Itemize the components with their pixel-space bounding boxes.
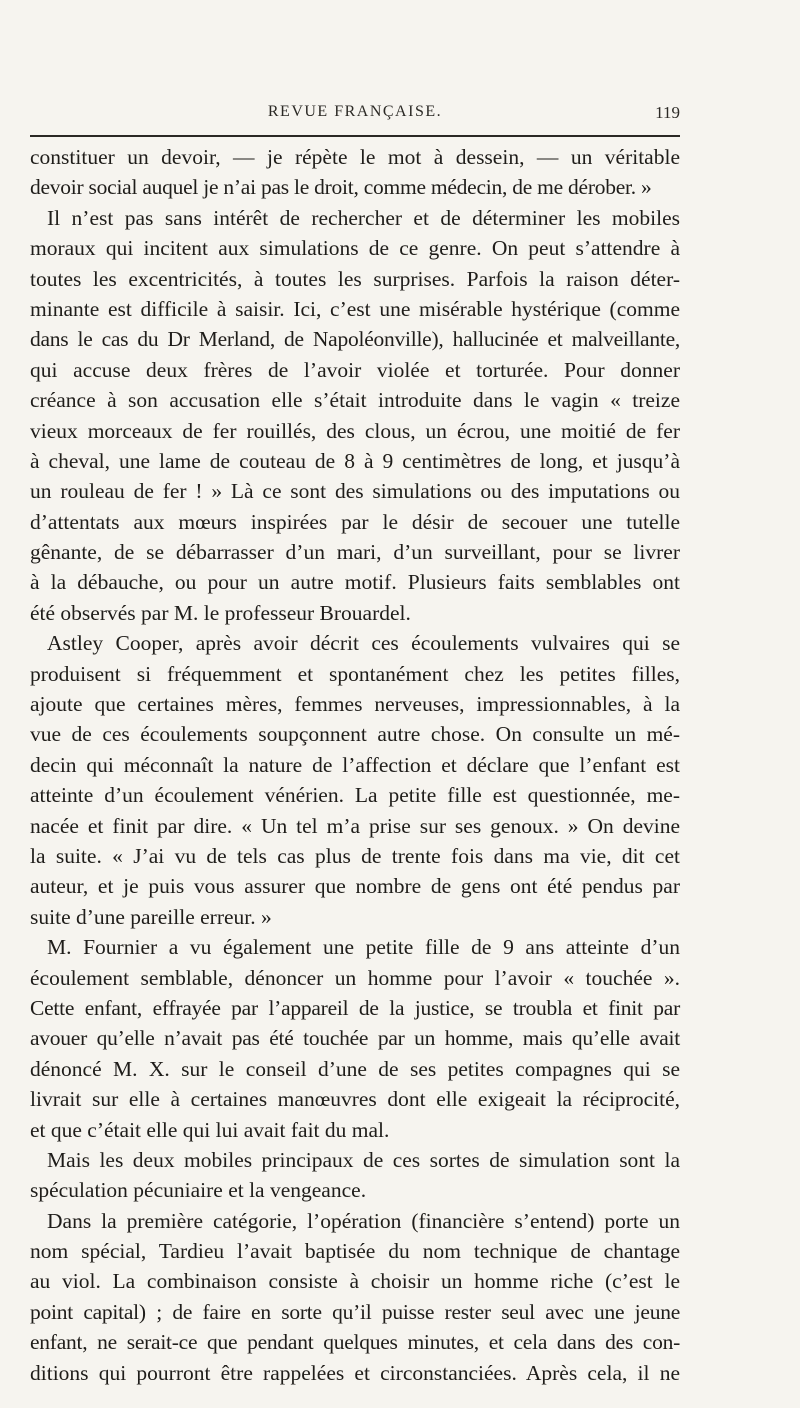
- text-line: ajoute que certaines mères, femmes nerveuses, impressionnables, à la: [30, 692, 680, 717]
- text-line: vieux morceaux de fer rouillés, des clous, un écrou, une moitié de fer: [30, 418, 680, 443]
- text-line: Cette enfant, effrayée par l’appareil de la justice, se troubla et finit par: [30, 995, 680, 1020]
- text-line: livrait sur elle à certaines manœuvres dont elle exigeait la réciprocité,: [30, 1087, 680, 1112]
- text-line: dans le cas du Dr Merland, de Napoléonville), hallucinée et malveillante,: [30, 327, 680, 352]
- text-line: un rouleau de fer ! » Là ce sont des simulations ou des imputations ou: [30, 479, 680, 504]
- text-line: minante est difficile à saisir. Ici, c’est une misérable hystérique (comme: [30, 296, 680, 321]
- text-line: constituer un devoir, — je répète le mot à dessein, — un véritable: [30, 145, 680, 169]
- text-line: d’attentats aux mœurs inspirées par le désir de secouer une tutelle: [30, 509, 680, 534]
- text-line: nacée et finit par dire. « Un tel m’a prise sur ses genoux. » On devine: [30, 813, 680, 838]
- running-head: [30, 103, 680, 127]
- text-line: Astley Cooper, après avoir décrit ces écoulements vulvaires qui se: [47, 631, 680, 656]
- text-line: écoulement semblable, dénoncer un homme pour l’avoir « touchée ».: [30, 965, 680, 990]
- text-line: produisent si fréquemment et spontanément chez les petites filles,: [30, 661, 680, 686]
- text-line: auteur, et je puis vous assurer que nombre de gens ont été pendus par: [30, 874, 680, 899]
- text-line: dénoncé M. X. sur le conseil d’une de ses petites compagnes qui se: [30, 1056, 680, 1081]
- text-line: Il n’est pas sans intérêt de rechercher et de déterminer les mobiles: [47, 205, 680, 230]
- text-line: vue de ces écoulements soupçonnent autre chose. On consulte un mé-: [30, 722, 680, 747]
- text-line: M. Fournier a vu également une petite fille de 9 ans atteinte d’un: [47, 935, 680, 960]
- text-line: créance à son accusation elle s’était introduite dans le vagin « treize: [30, 388, 680, 413]
- running-title: REVUE FRANÇAISE.: [267, 103, 443, 120]
- text-line: gênante, de se débarrasser d’un mari, d’un surveillant, pour se livrer: [30, 540, 680, 565]
- text-line: Mais les deux mobiles principaux de ces sortes de simulation sont la: [47, 1147, 680, 1172]
- text-line: été observés par M. le professeur Brouardel.: [30, 600, 411, 625]
- text-line: et que c’était elle qui lui avait fait du mal.: [30, 1117, 390, 1142]
- text-line: au viol. La combinaison consiste à choisir un homme riche (c’est le: [30, 1269, 680, 1294]
- body-text: [30, 142, 680, 1388]
- text-line: ditions qui pourront être rappelées et circonstanciées. Après cela, il ne: [30, 1360, 680, 1385]
- text-line: moraux qui incitent aux simulations de ce genre. On peut s’attendre à: [30, 236, 680, 261]
- text-line: suite d’une pareille erreur. »: [30, 904, 272, 929]
- text-line: qui accuse deux frères de l’avoir violée et torturée. Pour donner: [30, 357, 680, 382]
- page-number: 119: [655, 103, 680, 122]
- text-line: decin qui méconnaît la nature de l’affection et déclare que l’enfant est: [30, 752, 680, 777]
- text-line: spéculation pécuniaire et la vengeance.: [30, 1178, 367, 1203]
- text-line: la suite. « J’ai vu de tels cas plus de trente fois dans ma vie, dit cet: [30, 843, 680, 868]
- text-line: à la débauche, ou pour un autre motif. Plusieurs faits semblables ont: [30, 570, 680, 595]
- text-line: nom spécial, Tardieu l’avait baptisée du nom technique de chantage: [30, 1239, 680, 1264]
- text-line: avouer qu’elle n’avait pas été touchée par un homme, mais qu’elle avait: [30, 1026, 680, 1051]
- text-line: à cheval, une lame de couteau de 8 à 9 centimètres de long, et jusqu’à: [30, 448, 680, 473]
- text-line: Dans la première catégorie, l’opération (financière s’entend) porte un: [47, 1208, 680, 1233]
- text-line: toutes les excentricités, à toutes les surprises. Parfois la raison déter-: [30, 266, 680, 291]
- text-line: atteinte d’un écoulement vénérien. La petite fille est questionnée, me-: [30, 783, 680, 808]
- text-line: devoir social auquel je n’ai pas le droit, comme médecin, de me dérober. »: [30, 175, 652, 200]
- text-line: enfant, ne serait-ce que pendant quelques minutes, et cela dans des con-: [30, 1330, 680, 1355]
- header-rule: [30, 135, 680, 137]
- text-line: point capital) ; de faire en sorte qu’il puisse rester seul avec une jeune: [30, 1299, 680, 1324]
